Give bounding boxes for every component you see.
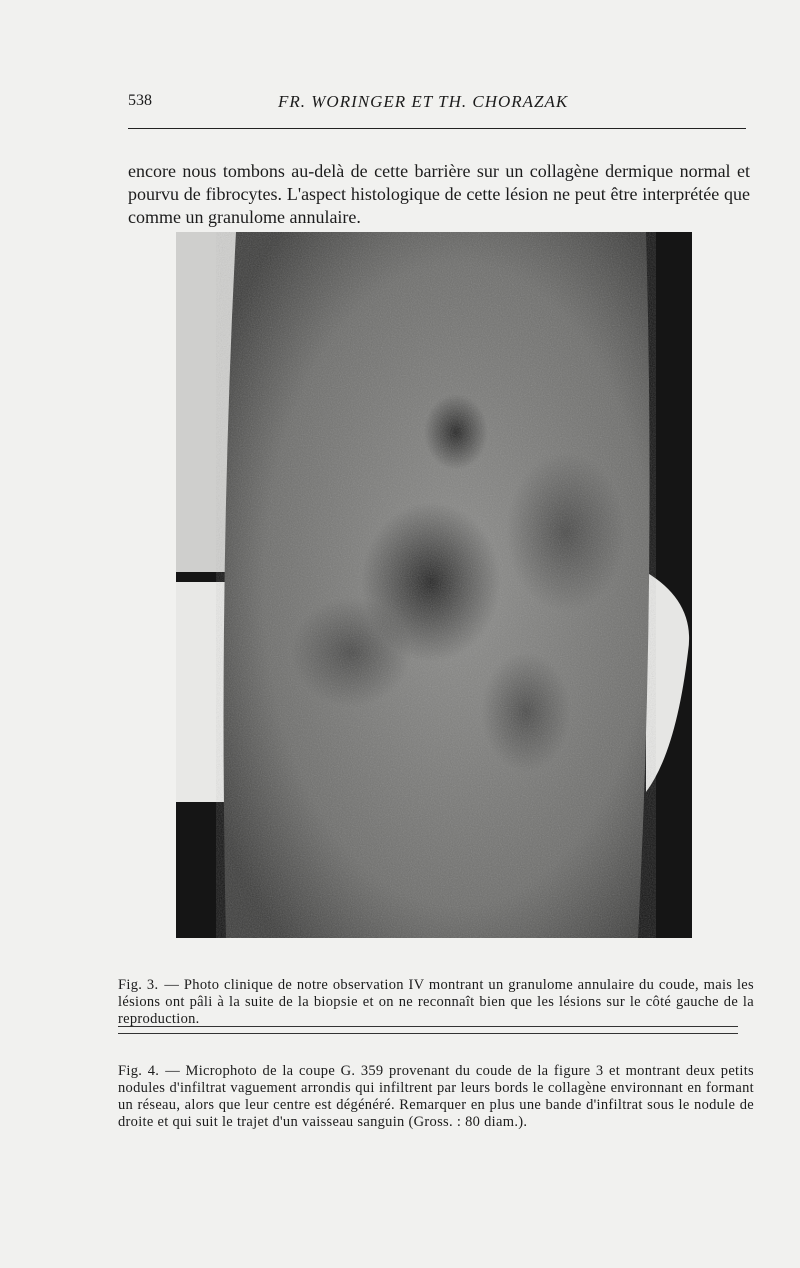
header-rule bbox=[128, 128, 746, 129]
caption-separator bbox=[118, 1026, 738, 1034]
figure-4-caption-text: — Microphoto de la coupe G. 359 provenant du coude de la figure 3 et montrant deux petits nodules d'infiltrat vaguement arrondis qui infiltrent par leurs bords le collagène environnant en formant un réseau, alors que leur centre est dégénéré. Remarquer en plus une bande d'infiltrat sous le nodule de droite et qui suit le trajet d'un vaisseau sanguin (Gross. : 80 diam.). bbox=[118, 1062, 754, 1130]
figure-3-caption bbox=[118, 977, 754, 1028]
figure-3-photo bbox=[176, 232, 692, 938]
intro-paragraph: encore nous tombons au-delà de cette barrière sur un collagène dermique normal et pourvu de fibrocytes. L'aspect histologique de cette lésion ne peut être interprétée que comme un granulome annulaire. bbox=[128, 161, 750, 227]
figure-3-label: Fig. 3. bbox=[118, 976, 159, 993]
running-title: FR. WORINGER ET TH. CHORAZAK bbox=[278, 92, 569, 111]
figure-3-caption-text: — Photo clinique de notre observation IV montrant un granulome annulaire du coude, mais les lésions ont pâli à la suite de la biopsie et on ne reconnaît bien que les lésions sur le côté gauche de la reproduction. bbox=[118, 976, 754, 1027]
page-header bbox=[128, 92, 748, 118]
page-number: 538 bbox=[128, 92, 152, 109]
figure-4-label: Fig. 4. bbox=[118, 1062, 160, 1079]
figure-4-caption bbox=[118, 1063, 754, 1131]
